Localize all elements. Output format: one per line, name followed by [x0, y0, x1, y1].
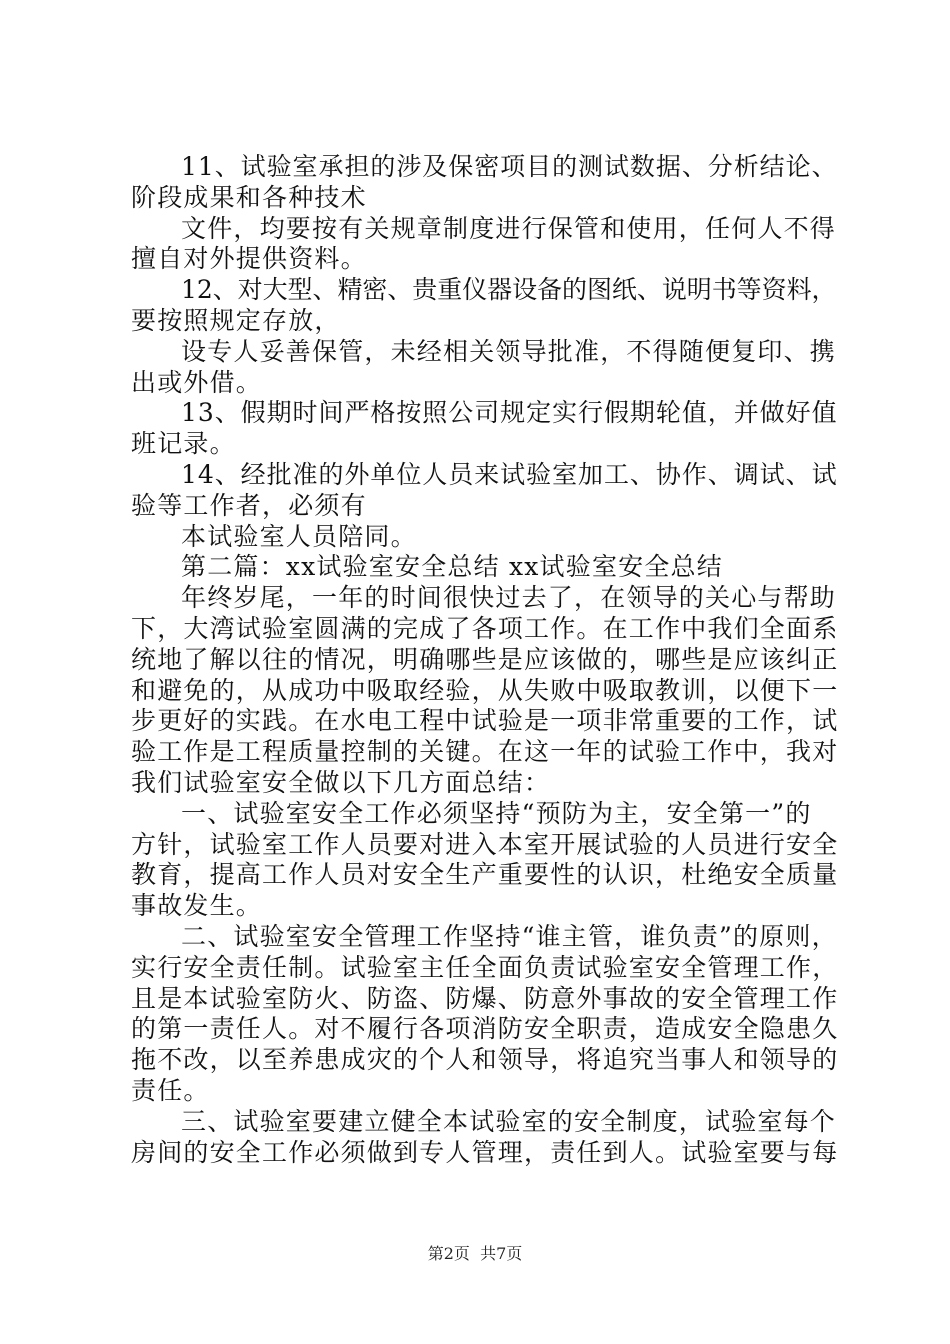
text-line: 班记录。 — [131, 429, 236, 459]
text-line: 第二篇：xx试验室安全总结 xx试验室安全总结 — [181, 552, 723, 582]
text-line: 14、经批准的外单位人员来试验室加工、协作、调试、试 — [181, 459, 838, 489]
text-line: 实行安全责任制。试验室主任全面负责试验室安全管理工作， — [131, 952, 839, 982]
page-footer: 第2页 共7页 — [427, 1244, 523, 1263]
text-line: 方针，试验室工作人员要对进入本室开展试验的人员进行安全 — [131, 829, 839, 859]
text-line: 出或外借。 — [131, 367, 263, 397]
text-line: 三、试验室要建立健全本试验室的安全制度，试验室每个 — [181, 1106, 837, 1136]
text-line: 下，大湾试验室圆满的完成了各项工作。在工作中我们全面系 — [131, 613, 839, 643]
text-line: 且是本试验室防火、防盗、防爆、防意外事故的安全管理工作 — [131, 983, 839, 1013]
text-line: 我们试验室安全做以下几方面总结： — [131, 767, 551, 797]
text-line: 12、对大型、精密、贵重仪器设备的图纸、说明书等资料， — [181, 275, 837, 305]
text-line: 文件，均要按有关规章制度进行保管和使用，任何人不得 — [181, 213, 837, 243]
text-line: 本试验室人员陪同。 — [181, 521, 417, 551]
document-body — [131, 152, 841, 1168]
text-line: 二、试验室安全管理工作坚持“谁主管，谁负责”的原则， — [181, 921, 838, 951]
text-line: 验等工作者，必须有 — [131, 490, 367, 520]
text-line: 13、假期时间严格按照公司规定实行假期轮值，并做好值 — [181, 398, 838, 428]
text-line: 事故发生。 — [131, 891, 263, 921]
text-line: 阶段成果和各种技术 — [131, 182, 367, 212]
text-line: 11、试验室承担的涉及保密项目的测试数据、分析结论、 — [181, 152, 838, 181]
text-line: 设专人妥善保管，未经相关领导批准，不得随便复印、携 — [181, 336, 837, 366]
text-line: 责任。 — [131, 1075, 210, 1105]
text-line: 一、试验室安全工作必须坚持“预防为主，安全第一”的 — [181, 798, 812, 828]
text-line: 教育，提高工作人员对安全生产重要性的认识，杜绝安全质量 — [131, 860, 839, 890]
text-line: 房间的安全工作必须做到专人管理，责任到人。试验室要与每 — [131, 1137, 839, 1167]
text-line: 步更好的实践。在水电工程中试验是一项非常重要的工作，试 — [131, 706, 839, 736]
text-line: 拖不改，以至养患成灾的个人和领导，将追究当事人和领导的 — [131, 1045, 839, 1075]
text-line: 年终岁尾，一年的时间很快过去了，在领导的关心与帮助 — [181, 583, 837, 613]
text-line: 的第一责任人。对不履行各项消防安全职责，造成安全隐患久 — [131, 1014, 839, 1044]
text-line: 和避免的，从成功中吸取经验，从失败中吸取教训，以便下一 — [131, 675, 839, 705]
text-line: 验工作是工程质量控制的关键。在这一年的试验工作中，我对 — [131, 737, 839, 767]
text-line: 擅自对外提供资料。 — [131, 244, 367, 274]
text-line: 统地了解以往的情况，明确哪些是应该做的，哪些是应该纠正 — [131, 644, 839, 674]
text-line: 要按照规定存放， — [131, 305, 341, 335]
